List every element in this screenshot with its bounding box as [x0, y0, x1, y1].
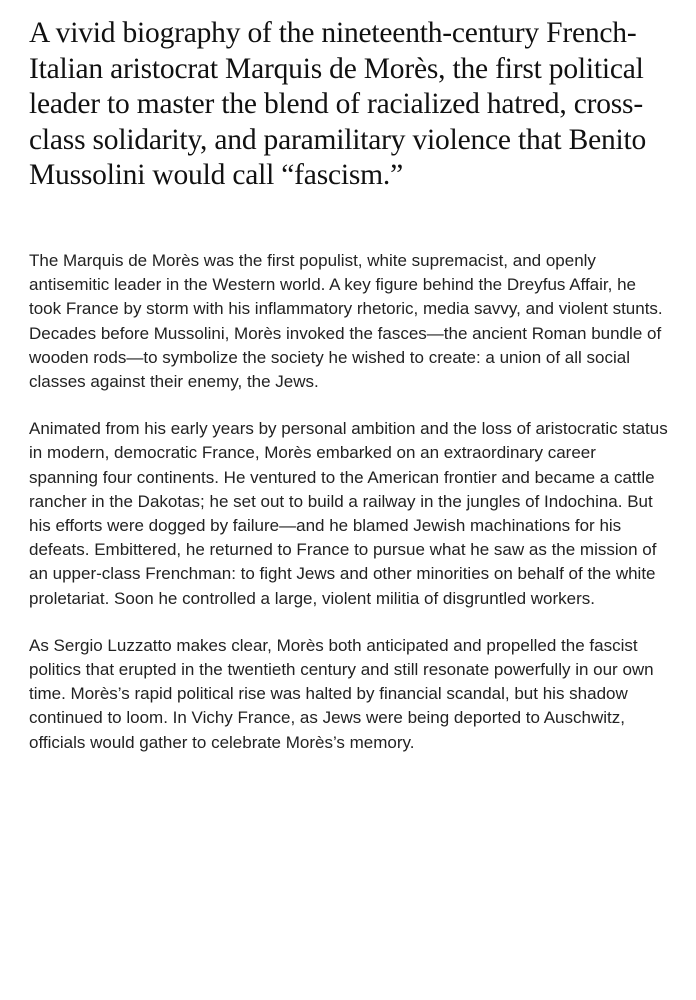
headline: A vivid biography of the nineteenth-century French-Italian aristocrat Marquis de Morès, the first political leader to master the blend of racialized hatred, cross-class solidarity, and paramilitary violence that Benito Mussolini would call “fascism.”	[29, 17, 647, 192]
description-paragraph-2: Animated from his early years by personal ambition and the loss of aristocratic status in modern, democratic France, Morès embarked on an extraordinary career spanning four continents. He ventured to the American frontier and became a cattle rancher in the Dakotas; he set out to build a railway in the jungles of Indochina. But his efforts were dogged by failure—and he blamed Jewish machinations for his defeats. Embittered, he returned to France to pursue what he saw as the mission of an upper-class Frenchman: to fight Jews and other minorities on behalf of the white proletariat. Soon he controlled a large, violent militia of disgruntled workers.	[29, 419, 668, 608]
description-paragraph-1: The Marquis de Morès was the first populist, white supremacist, and openly antisemitic leader in the Western world. A key figure behind the Dreyfus Affair, he took France by storm with his inflammatory rhetoric, media savvy, and violent stunts. Decades before Mussolini, Morès invoked the fasces—the ancient Roman bundle of wooden rods—to symbolize the society he wished to create: a union of all social classes against their enemy, the Jews.	[29, 250, 663, 391]
book-description	[29, 0, 669, 755]
description-paragraph-3: As Sergio Luzzatto makes clear, Morès both anticipated and propelled the fascist politics that erupted in the twentieth century and still resonate powerfully in our own time. Morès’s rapid political rise was halted by financial scandal, but his shadow continued to loom. In Vichy France, as Jews were being deported to Auschwitz, officials would gather to celebrate Morès’s memory.	[29, 635, 654, 752]
description-body	[29, 249, 669, 755]
